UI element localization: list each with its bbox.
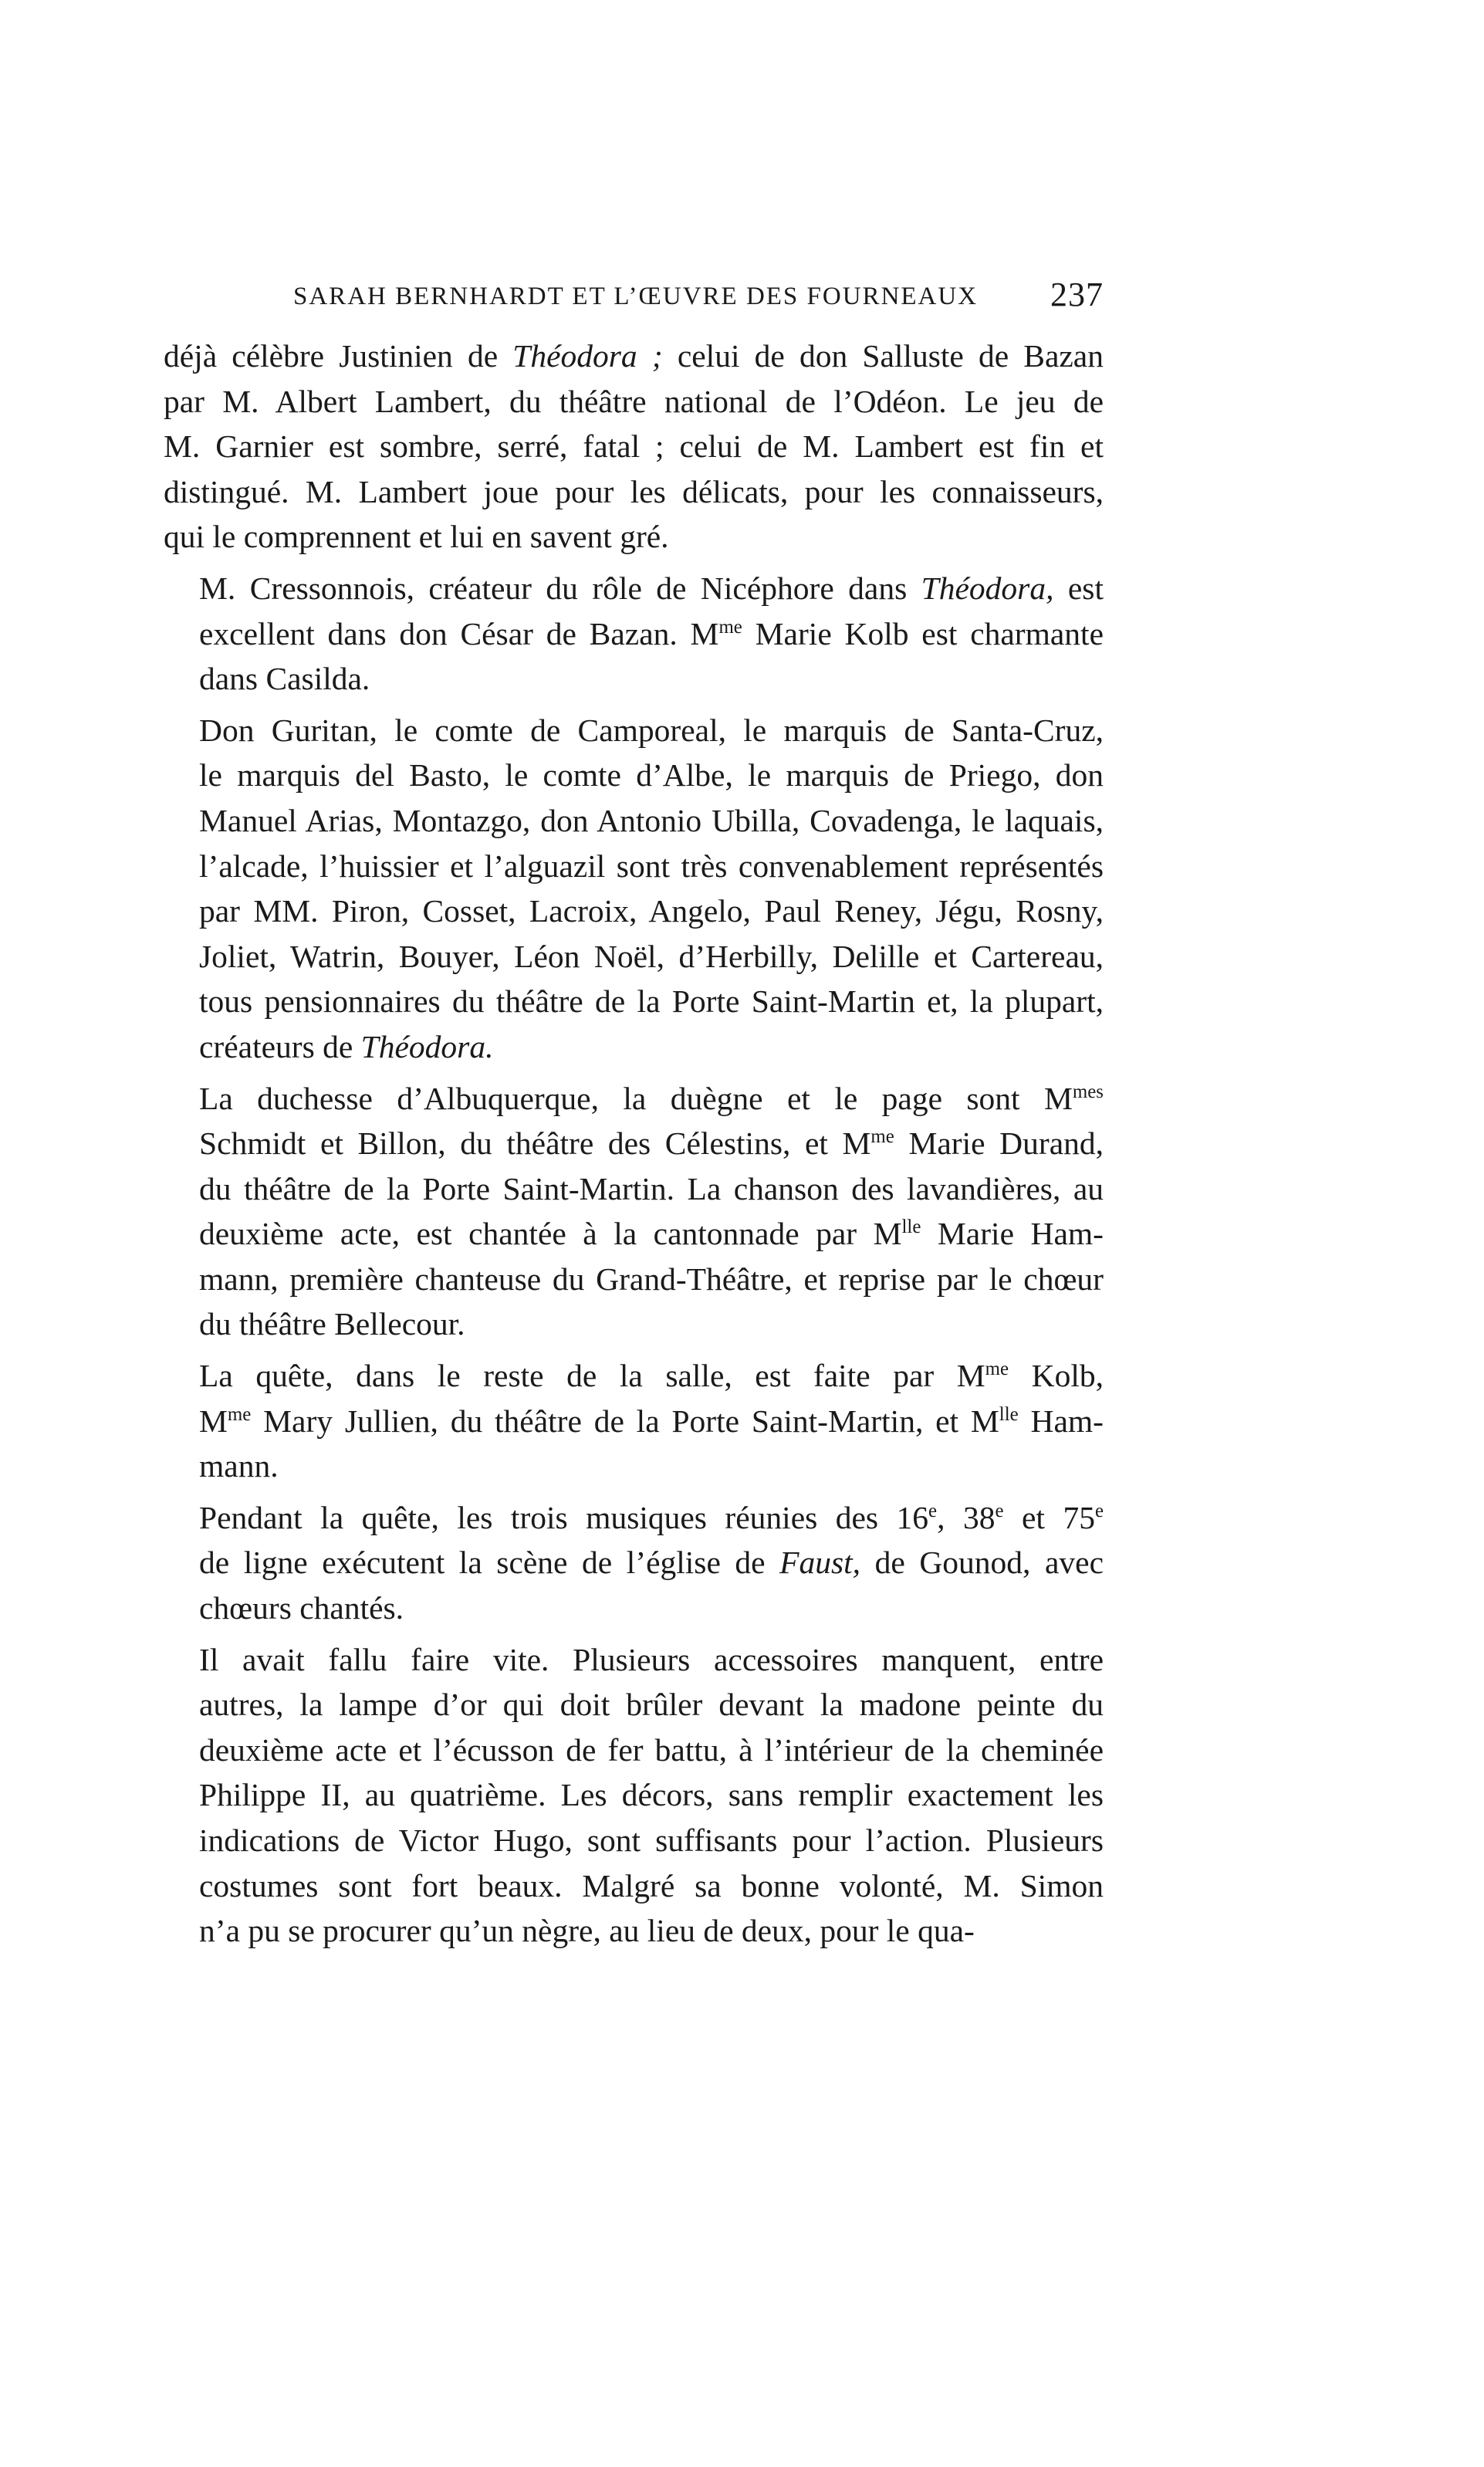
text-line bbox=[164, 1818, 1104, 1863]
paragraph bbox=[164, 708, 1104, 1070]
text-run: Manuel Arias, Montazgo, don Antonio Ubilla, Covadenga, le laquais, bbox=[199, 802, 1104, 838]
text-run: La quête, dans le reste de la salle, est faite par M bbox=[199, 1358, 985, 1394]
superscript: mes bbox=[1072, 1081, 1104, 1102]
page-number: 237 bbox=[1050, 276, 1104, 313]
text-run: chœurs chantés. bbox=[199, 1590, 404, 1626]
paragraph bbox=[164, 1076, 1104, 1348]
text-run: et 75 bbox=[1003, 1499, 1095, 1535]
text-run: Philippe II, au quatrième. Les décors, sans remplir exactement les bbox=[199, 1777, 1104, 1813]
page-header bbox=[293, 275, 1104, 321]
paragraph bbox=[164, 333, 1104, 560]
text-run: qui le comprennent et lui en savent gré. bbox=[164, 519, 669, 555]
text-run: Il avait fallu faire vite. Plusieurs accessoires manquent, entre bbox=[199, 1641, 1104, 1677]
text-run: Schmidt et Billon, du théâtre des Célestins, et M bbox=[199, 1125, 871, 1162]
text-run: du théâtre Bellecour. bbox=[199, 1306, 465, 1342]
text-line bbox=[164, 1443, 1104, 1489]
text-run: par MM. Piron, Cosset, Lacroix, Angelo, Paul Reney, Jégu, Rosny, bbox=[199, 893, 1104, 929]
text-run: dans Casilda. bbox=[199, 661, 370, 697]
italic-title: Théodora. bbox=[360, 1028, 494, 1064]
text-line bbox=[164, 469, 1104, 515]
text-run: M bbox=[199, 1403, 228, 1439]
running-head: SARAH BERNHARDT ET L’ŒUVRE DES FOURNEAUX bbox=[293, 283, 979, 310]
text-run: deuxième acte et l’écusson de fer battu, à l’intérieur de la cheminée bbox=[199, 1731, 1104, 1768]
text-run: , 38 bbox=[937, 1499, 996, 1535]
text-run: Ham- bbox=[1018, 1403, 1104, 1439]
text-line bbox=[164, 934, 1104, 980]
text-line bbox=[164, 1682, 1104, 1728]
text-run: indications de Victor Hugo, sont suffisants pour l’action. Plusieurs bbox=[199, 1822, 1104, 1858]
superscript: me bbox=[227, 1403, 252, 1425]
text-run: mann, première chanteuse du Grand-Théâtre, et reprise par le chœur bbox=[199, 1261, 1104, 1297]
superscript: me bbox=[870, 1126, 894, 1148]
text-line bbox=[164, 424, 1104, 469]
text-line bbox=[164, 1257, 1104, 1302]
paragraph bbox=[164, 1495, 1104, 1631]
text-run: n’a pu se procurer qu’un nègre, au lieu de deux, pour le qua- bbox=[199, 1913, 975, 1949]
text-run: par M. Albert Lambert, du théâtre national de l’Odéon. Le jeu de bbox=[164, 383, 1104, 419]
text-line bbox=[164, 798, 1104, 844]
text-run: Mary Jullien, du théâtre de la Porte Saint-Martin, et M bbox=[251, 1403, 999, 1439]
text-run: Pendant la quête, les trois musiques réunies des 16 bbox=[199, 1499, 929, 1535]
text-run: de ligne exécutent la scène de l’église de bbox=[199, 1545, 780, 1581]
superscript: me bbox=[718, 616, 742, 638]
text-run: Kolb, bbox=[1009, 1358, 1104, 1394]
text-line bbox=[164, 611, 1104, 657]
text-run: créateurs de bbox=[199, 1028, 361, 1064]
text-line bbox=[164, 888, 1104, 934]
text-line bbox=[164, 708, 1104, 753]
text-body bbox=[164, 333, 1104, 1960]
text-run: Marie Durand, bbox=[894, 1125, 1104, 1162]
text-line bbox=[164, 1024, 1104, 1070]
text-line bbox=[164, 844, 1104, 889]
text-line bbox=[164, 379, 1104, 425]
text-run: autres, la lampe d’or qui doit brûler devant la madone peinte du bbox=[199, 1687, 1104, 1723]
text-line bbox=[164, 656, 1104, 702]
text-line bbox=[164, 753, 1104, 798]
text-line bbox=[164, 1211, 1104, 1257]
text-line bbox=[164, 1353, 1104, 1399]
text-run: du théâtre de la Porte Saint-Martin. La chanson des lavandières, au bbox=[199, 1170, 1104, 1206]
text-run: mann. bbox=[199, 1448, 279, 1484]
text-line bbox=[164, 566, 1104, 611]
text-line bbox=[164, 1637, 1104, 1683]
text-line bbox=[164, 1166, 1104, 1212]
text-run: distingué. M. Lambert joue pour les délicats, pour les connaisseurs, bbox=[164, 473, 1104, 509]
superscript: e bbox=[1094, 1500, 1104, 1521]
text-line bbox=[164, 1728, 1104, 1773]
text-run: Don Guritan, le comte de Camporeal, le marquis de Santa-Cruz, bbox=[199, 712, 1104, 748]
text-run: l’alcade, l’huissier et l’alguazil sont très convenablement représentés bbox=[199, 848, 1104, 884]
text-run: La duchesse d’Albuquerque, la duègne et le page sont M bbox=[199, 1080, 1073, 1116]
text-run: M. Garnier est sombre, serré, fatal ; celui de M. Lambert est fin et bbox=[164, 428, 1104, 465]
text-line bbox=[164, 1585, 1104, 1631]
text-run: tous pensionnaires du théâtre de la Porte Saint-Martin et, la plupart, bbox=[199, 983, 1104, 1020]
text-run: Marie Kolb est charmante bbox=[742, 615, 1104, 651]
text-line bbox=[164, 1540, 1104, 1585]
text-run: costumes sont fort beaux. Malgré sa bonne volonté, M. Simon bbox=[199, 1867, 1104, 1904]
text-run: celui de don Salluste de Bazan bbox=[662, 338, 1104, 374]
text-line bbox=[164, 1495, 1104, 1541]
text-run: Joliet, Watrin, Bouyer, Léon Noël, d’Herbilly, Delille et Cartereau, bbox=[199, 938, 1104, 974]
text-run: est bbox=[1053, 570, 1104, 606]
text-run: de Gounod, avec bbox=[860, 1545, 1104, 1581]
text-line bbox=[164, 1772, 1104, 1818]
text-line bbox=[164, 333, 1104, 379]
superscript: lle bbox=[999, 1403, 1019, 1425]
text-line bbox=[164, 1399, 1104, 1444]
text-line bbox=[164, 979, 1104, 1024]
italic-title: Théodora ; bbox=[512, 338, 663, 374]
text-run: déjà célèbre Justinien de bbox=[164, 338, 513, 374]
superscript: e bbox=[928, 1500, 938, 1521]
text-line bbox=[164, 1908, 1104, 1954]
superscript: lle bbox=[901, 1217, 921, 1238]
italic-title: Faust, bbox=[779, 1545, 861, 1581]
text-line bbox=[164, 514, 1104, 560]
text-line bbox=[164, 1301, 1104, 1347]
text-run: excellent dans don César de Bazan. M bbox=[199, 615, 719, 651]
text-run: deuxième acte, est chantée à la cantonnade par M bbox=[199, 1216, 902, 1252]
text-line bbox=[164, 1121, 1104, 1166]
superscript: me bbox=[985, 1359, 1009, 1380]
paragraph bbox=[164, 1353, 1104, 1489]
text-run: M. Cressonnois, créateur du rôle de Nicéphore dans bbox=[199, 570, 921, 606]
paragraph bbox=[164, 566, 1104, 702]
text-line bbox=[164, 1863, 1104, 1909]
paragraph bbox=[164, 1637, 1104, 1954]
text-run: le marquis del Basto, le comte d’Albe, le marquis de Priego, don bbox=[199, 757, 1104, 794]
italic-title: Théodora, bbox=[921, 570, 1054, 606]
text-run: Marie Ham- bbox=[921, 1216, 1104, 1252]
superscript: e bbox=[995, 1500, 1004, 1521]
text-line bbox=[164, 1076, 1104, 1122]
